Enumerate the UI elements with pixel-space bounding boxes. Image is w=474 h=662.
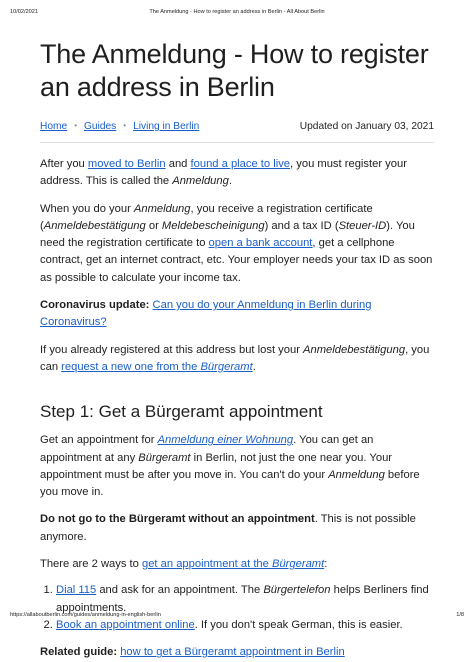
emphasis: Steuer-ID [338, 219, 387, 232]
text: . If you don't speak German, this is easier. [194, 618, 403, 631]
page-title: The Anmeldung - How to register an address in Berlin [40, 39, 429, 102]
text: . [228, 175, 232, 188]
lost-certificate-paragraph [40, 342, 434, 377]
text: before you move in. [40, 468, 420, 499]
certificate-paragraph [40, 201, 434, 287]
text: , you receive a registration certificate ( [40, 202, 373, 232]
page-count: 1/8 [456, 612, 464, 618]
coronavirus-update [40, 297, 434, 332]
link-text: request a new one from the [61, 360, 201, 373]
print-url: https://allaboutberlin.com/guides/anmeldung-in-english-berlin [10, 612, 161, 618]
label: Related guide: [40, 646, 118, 659]
updated-date: Updated on January 03, 2021 [299, 121, 434, 132]
appointment-paragraph [40, 432, 434, 501]
appointment-methods-list [40, 582, 434, 634]
emphasis: Anmeldung [172, 175, 229, 188]
text: : [324, 558, 328, 571]
dial-115-link[interactable]: Dial 115 [56, 584, 97, 597]
breadcrumb-separator-icon: • [123, 121, 127, 130]
open-bank-account-link[interactable]: open a bank account [208, 237, 313, 250]
link-emphasis: Anmeldung einer Wohnung [157, 434, 294, 447]
emphasis: Meldebescheinigung [161, 219, 265, 232]
get-appointment-link[interactable] [142, 558, 324, 570]
emphasis: Bürgertelefon [263, 584, 331, 597]
breadcrumb-guides[interactable]: Guides [84, 121, 117, 132]
coronavirus-link[interactable]: Can you do your Anmeldung in Berlin during Coronavirus? [40, 299, 372, 329]
text: or [145, 219, 162, 232]
text: helps Berliners find appointments. [56, 584, 429, 614]
text: , you must register your address. This is called the [40, 158, 407, 188]
link-emphasis: Bürgeramt [271, 558, 325, 571]
text: . [252, 360, 256, 373]
print-document-title: The Anmeldung - How to register an address in Berlin - All About Berlin [149, 9, 325, 15]
article [40, 38, 434, 662]
text: Get an appointment for [40, 434, 158, 447]
print-header [10, 9, 464, 19]
link-emphasis: Bürgeramt [200, 360, 253, 373]
ways-paragraph [40, 556, 434, 573]
step1-heading: Step 1: Get a Bürgeramt appointment [40, 402, 323, 422]
text: If you already registered at this address but lost your [40, 343, 304, 356]
request-new-certificate-link[interactable] [61, 361, 253, 373]
text: ) and a tax ID ( [264, 219, 339, 232]
link-text: get an appointment at the [141, 558, 272, 571]
intro-paragraph [40, 156, 434, 191]
text: After you [40, 158, 88, 170]
article-meta [40, 118, 434, 143]
emphasis: Anmeldebestätigung [303, 343, 406, 356]
text: When you do your [40, 202, 134, 215]
related-guide [40, 644, 434, 661]
label: Coronavirus update: [40, 299, 150, 312]
found-a-place-link[interactable]: found a place to live [190, 158, 291, 170]
anmeldung-einer-wohnung-link[interactable] [158, 434, 294, 446]
text: There are 2 ways to [40, 558, 142, 571]
warning-paragraph [40, 511, 434, 546]
breadcrumb-separator-icon: • [74, 121, 77, 130]
text: , you can [40, 343, 430, 373]
emphasis: Anmeldebestätigung [43, 219, 146, 232]
text: in Berlin, not just the one near you. Your appointment must be after you move in. You can't do your [40, 451, 393, 481]
breadcrumb [40, 121, 199, 132]
breadcrumb-living-in-berlin[interactable]: Living in Berlin [133, 121, 200, 132]
print-date: 10/02/2021 [10, 9, 38, 15]
text: . You can get an appointment at any [40, 434, 374, 464]
moved-to-berlin-link[interactable]: moved to Berlin [87, 158, 166, 170]
breadcrumb-home[interactable]: Home [40, 121, 68, 132]
emphasis: Anmeldung [328, 468, 385, 481]
text: ). You need the registration certificate to [40, 219, 415, 250]
warning-bold: Do not go to the Bürgeramt without an appointment [40, 513, 315, 526]
text: and [165, 158, 191, 170]
print-footer [10, 612, 464, 622]
book-online-link[interactable]: Book an appointment online [56, 618, 195, 631]
text: and ask for an appointment. The [96, 584, 264, 597]
emphasis: Anmeldung [133, 202, 191, 215]
text: , get a cellphone contract, get an internet contract, etc. Your employer needs your tax ID as soon as possible to calculate your income tax. [40, 237, 433, 284]
text: . This is not possible anymore. [40, 513, 416, 543]
related-guide-link[interactable]: how to get a Bürgeramt appointment in Berlin [120, 646, 345, 659]
emphasis: Bürgeramt [138, 451, 191, 464]
